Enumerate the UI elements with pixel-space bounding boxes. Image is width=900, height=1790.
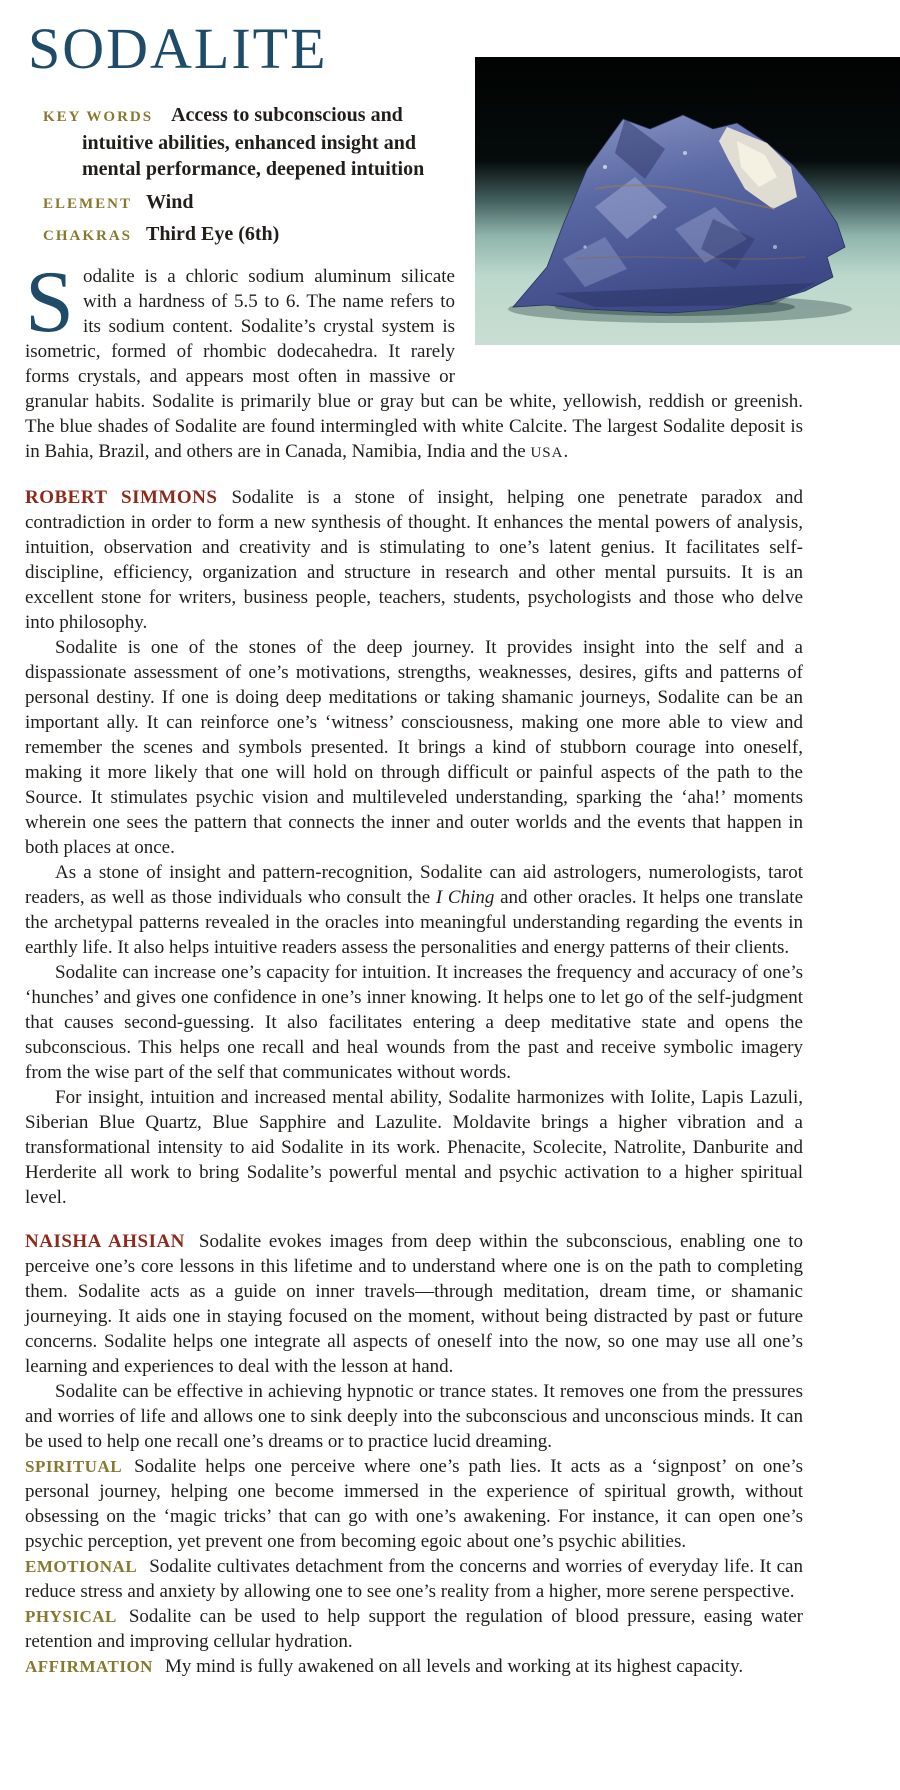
physical-text: Sodalite can be used to help support the regulation of blood pressure, easing water retention and improving cellular hydration. bbox=[25, 1606, 803, 1652]
robert-simmons-paragraph-2: Sodalite is one of the stones of the deep journey. It provides insight into the self and a dispassionate assessment of one’s motivations, strengths, weaknesses, desires, gifts and patterns of personal destiny. If one is doing deep meditations or taking shamanic journeys, Sodalite can be an important ally. It can reinforce one’s ‘witness’ consciousness, making one more able to view and remember the scenes and symbols presented. It brings a kind of stubborn courage into oneself, making it more likely that one will hold on through difficult or painful aspects of the path to the Source. It stimulates psychic vision and multileveled understanding, sparking the ‘aha!’ moments wherein one sees the pattern that connects the inner and outer worlds and the events that happen in both places at once. bbox=[25, 637, 803, 858]
key-words-label: KEY WORDS bbox=[43, 109, 154, 125]
affirmation-paragraph bbox=[25, 1654, 803, 1679]
robert-simmons-lead-text: Sodalite is a stone of insight, helping one penetrate paradox and contradiction in order to form a new synthesis of thought. It enhances the mental powers of analysis, intuition, observation and creativity and is stimulating to one’s latent genius. It facilitates self-discipline, efficiency, organization and structure in research and other mental pursuits. It is an excellent stone for writers, business people, teachers, students, psychologists and those who delve into philosophy. bbox=[25, 487, 803, 633]
naisha-ahsian-heading: NAISHA AHSIAN bbox=[25, 1231, 185, 1252]
paragraph-3-text: As a stone of insight and pattern-recognition, Sodalite can aid astrologers, numerologists, tarot readers, as well as those individuals who consult the bbox=[25, 862, 803, 908]
element-label: ELEMENT bbox=[43, 196, 133, 212]
robert-simmons-paragraph-5: For insight, intuition and increased mental ability, Sodalite harmonizes with Iolite, Lapis Lazuli, Siberian Blue Quartz, Blue Sapphire and Lazulite. Moldavite brings a higher vibration and a transformational intensity to aid Sodalite in its work. Phenacite, Scolecite, Natrolite, Danburite and Herderite all work to bring Sodalite’s powerful mental and psychic activation to a higher spiritual level. bbox=[25, 1087, 803, 1208]
chakras-value: Third Eye (6th) bbox=[146, 223, 280, 245]
emotional-label: EMOTIONAL bbox=[25, 1557, 138, 1576]
naisha-ahsian-section bbox=[25, 1229, 803, 1679]
spiritual-paragraph bbox=[25, 1454, 803, 1554]
naisha-ahsian-paragraph-2: Sodalite can be effective in achieving hypnotic or trance states. It removes one from the pressures and worries of life and allows one to sink deeply into the subconscious and unconscious minds. It can be used to help one recall one’s dreams or to practice lucid dreaming. bbox=[25, 1381, 803, 1452]
affirmation-label: AFFIRMATION bbox=[25, 1657, 153, 1676]
spiritual-text: Sodalite helps one perceive where one’s path lies. It acts as a ‘signpost’ on one’s personal journey, helping one become immersed in the experience of spiritual growth, without obsessing on the ‘magic tricks’ that can go with one’s awakening. For instance, it can open one’s psychic perception, yet prevent one from becoming egoic about one’s psychic abilities. bbox=[25, 1456, 803, 1552]
element-value: Wind bbox=[146, 191, 194, 213]
drop-cap: S bbox=[25, 254, 74, 351]
intro-text-end: . bbox=[563, 441, 569, 462]
physical-label: PHYSICAL bbox=[25, 1607, 117, 1626]
paragraph-3-text-end: and other oracles. It helps one translate the archetypal patterns revealed in the oracles into meaningful understanding regarding the events in earthly life. It also helps intuitive readers assess the personalities and energy patterns of their clients. bbox=[25, 887, 803, 958]
robert-simmons-section bbox=[25, 485, 803, 1210]
sodalite-stone-illustration bbox=[475, 57, 900, 345]
naisha-ahsian-lead-text: Sodalite evokes images from deep within the subconscious, enabling one to perceive one’s core lessons in this lifetime and to understand where one is on the path to completing them. Sodalite acts as a guide on inner travels—through meditation, dream time, or shamanic journeying. It aids one in staying focused on the moment, without being distracted by past or future concerns. Sodalite helps one integrate all aspects of oneself into the now, so one may use all one’s learning and experiences to deal with the lesson at hand. bbox=[25, 1231, 803, 1377]
affirmation-text: My mind is fully awakened on all levels and working at its highest capacity. bbox=[164, 1656, 744, 1677]
chakras-label: CHAKRAS bbox=[43, 228, 133, 244]
robert-simmons-paragraph-4: Sodalite can increase one’s capacity for intuition. It increases the frequency and accuracy of one’s ‘hunches’ and gives one confidence in one’s inner knowing. It helps one to let go of the self-judgment that causes second-guessing. It also facilitates entering a deep meditative state and opens the subconscious. This helps one recall and heal wounds from the past and receive symbolic imagery from the wise part of the self that communicates without words. bbox=[25, 962, 803, 1083]
intro-text: odalite is a chloric sodium aluminum silicate with a hardness of 5.5 to 6. The name refers to its sodium content. Sodalite’s crystal system is isometric, formed of rhombic dodecahedra. It rarely forms crystals, and appears most often in massive or granular habits. Sodalite is primarily blue or gray but can be white, yellowish, reddish or greenish. The blue shades of Sodalite are found intermingled with white Calcite. The largest Sodalite deposit is in Bahia, Brazil, and others are in Canada, Namibia, India and the bbox=[25, 266, 803, 462]
i-ching-italic: I Ching bbox=[435, 887, 495, 908]
physical-paragraph bbox=[25, 1604, 803, 1654]
usa-smallcaps: USA bbox=[530, 445, 564, 461]
key-words-value: Access to subconscious and intuitive abilities, enhanced insight and mental performance, deepened intuition bbox=[82, 104, 425, 180]
robert-simmons-lead-paragraph bbox=[25, 485, 803, 635]
emotional-text: Sodalite cultivates detachment from the concerns and worries of everyday life. It can reduce stress and anxiety by allowing one to see one’s reality from a higher, more serene perspective. bbox=[25, 1556, 803, 1602]
robert-simmons-heading: ROBERT SIMMONS bbox=[25, 487, 218, 508]
robert-simmons-paragraph-3 bbox=[25, 860, 803, 960]
spiritual-label: SPIRITUAL bbox=[25, 1457, 123, 1476]
page-title: SODALITE bbox=[28, 16, 328, 81]
emotional-paragraph bbox=[25, 1554, 803, 1604]
sodalite-entry bbox=[25, 16, 803, 1679]
naisha-ahsian-lead-paragraph bbox=[25, 1229, 803, 1379]
sodalite-specimen-photo bbox=[475, 57, 900, 345]
